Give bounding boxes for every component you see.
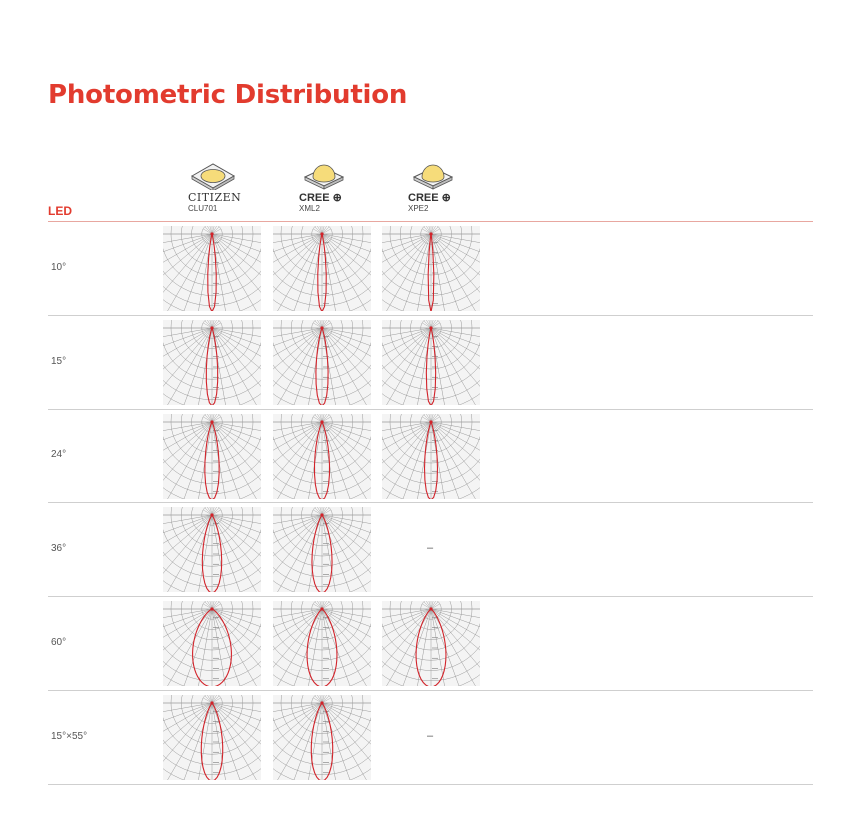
photometric-cell: [163, 320, 261, 405]
polar-diagram: [382, 601, 480, 686]
polar-diagram: [273, 695, 371, 780]
table-row: [48, 316, 813, 410]
photometric-cell: [163, 695, 261, 780]
brand-header-cree-xml2: [299, 160, 389, 213]
photometric-cell: [273, 320, 371, 405]
beam-angle-label: 10°: [51, 261, 67, 273]
photometric-cell: [382, 226, 480, 311]
polar-diagram: [382, 320, 480, 405]
beam-angle-label: 15°: [51, 355, 67, 367]
photometric-cell: [273, 601, 371, 686]
table-row: [48, 222, 813, 316]
table-row: [48, 597, 813, 691]
photometric-cell: [163, 226, 261, 311]
brand-model: CLU701: [188, 204, 218, 213]
polar-diagram: [382, 414, 480, 499]
led-column-label: LED: [48, 204, 72, 218]
table-row: [48, 503, 813, 597]
table-row: [48, 410, 813, 504]
polar-diagram: [273, 320, 371, 405]
photometric-cell: [273, 507, 371, 592]
photometric-cell: [273, 226, 371, 311]
polar-diagram: [163, 414, 261, 499]
polar-diagram: [163, 320, 261, 405]
brand-name: CREE ⊕: [408, 192, 451, 204]
polar-diagram: [163, 601, 261, 686]
photometric-cell: [163, 601, 261, 686]
brand-header-cree-xpe2: [408, 160, 498, 213]
brand-model: XPE2: [408, 204, 429, 213]
polar-diagram: [163, 226, 261, 311]
table-row: [48, 691, 813, 785]
photometric-cell: [163, 414, 261, 499]
photometric-cell: [163, 507, 261, 592]
brand-name: CITIZEN: [188, 191, 242, 204]
brand-name: CREE ⊕: [299, 192, 342, 204]
beam-angle-label: 24°: [51, 449, 67, 461]
photometric-cell: [273, 695, 371, 780]
polar-diagram: [273, 507, 371, 592]
page-title: Photometric Distribution: [48, 80, 408, 110]
cree-logo-icon: ⊕: [441, 192, 451, 204]
polar-diagram: [163, 507, 261, 592]
photometric-cell: [273, 414, 371, 499]
row-divider: [48, 784, 813, 785]
beam-angle-label: 15°×55°: [51, 730, 88, 742]
led-chip-icon: [299, 160, 349, 190]
polar-diagram: [382, 226, 480, 311]
brand-model: XML2: [299, 204, 320, 213]
polar-diagram: [273, 414, 371, 499]
polar-diagram: [273, 226, 371, 311]
photometric-cell: [382, 320, 480, 405]
photometric-cell: [382, 601, 480, 686]
beam-angle-label: 60°: [51, 637, 67, 649]
led-chip-icon: [408, 160, 458, 190]
not-available-dash: –: [427, 542, 434, 555]
photometric-cell: [382, 414, 480, 499]
polar-diagram: [163, 695, 261, 780]
beam-angle-label: 36°: [51, 543, 67, 555]
brand-header-citizen: [188, 160, 278, 213]
polar-diagram: [273, 601, 371, 686]
cree-logo-icon: ⊕: [332, 192, 342, 204]
not-available-dash: –: [427, 729, 434, 742]
led-chip-icon: [188, 160, 238, 190]
